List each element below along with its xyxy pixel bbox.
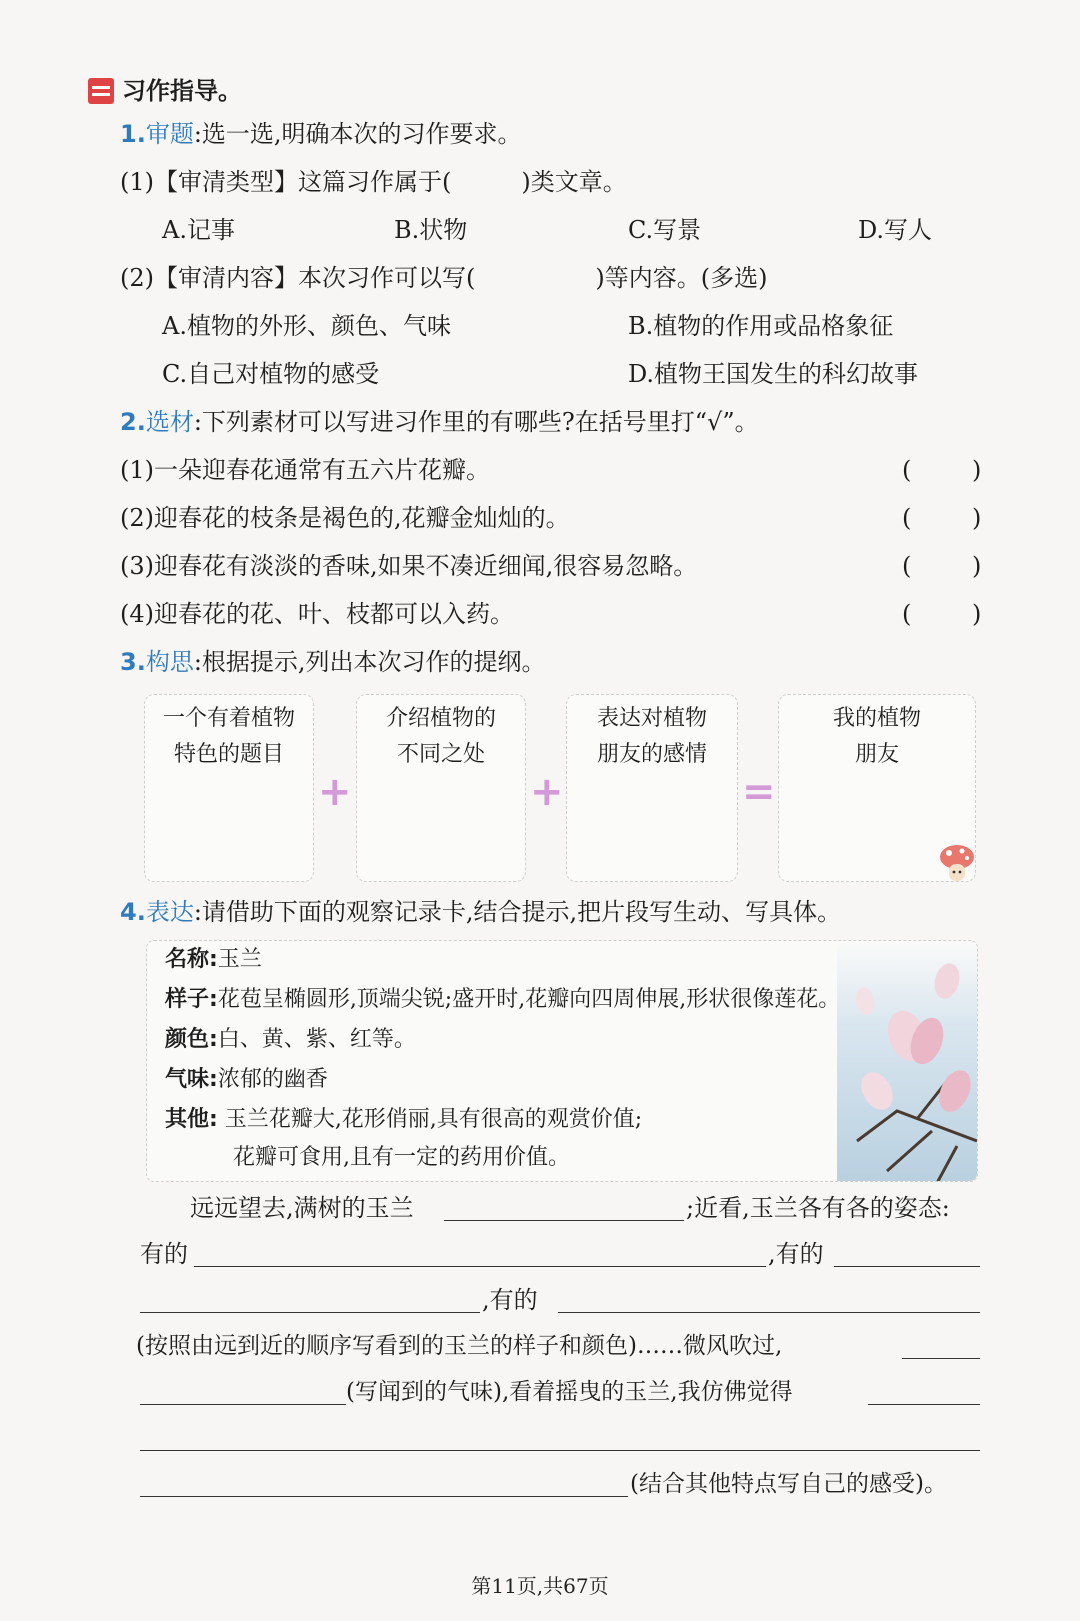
card-color-row xyxy=(165,1025,416,1055)
q2-item-2-paren-close[interactable]: ) xyxy=(972,504,982,532)
writing-blank-7[interactable] xyxy=(140,1404,346,1405)
writing-blank-5[interactable] xyxy=(558,1312,980,1313)
plus-operator: + xyxy=(530,769,564,815)
writing-line4-text: (按照由远到近的顺序写看到的玉兰的样子和颜色)……微风吹过, xyxy=(136,1333,783,1359)
writing-line7-text: (结合其他特点写自己的感受)。 xyxy=(630,1471,947,1497)
card-look-value: 花苞呈椭圆形,顶端尖锐;盛开时,花瓣向四周伸展,形状很像莲花。 xyxy=(217,987,841,1012)
outline-box-differences-line1: 介绍植物的 xyxy=(385,706,496,731)
outline-box-title-line2: 特色的题目 xyxy=(173,742,284,767)
card-smell-label: 气味: xyxy=(165,1067,218,1092)
q1-part2-option-d[interactable]: D.植物王国发生的科幻故事 xyxy=(628,360,919,388)
writing-line2-mid: ,有的 xyxy=(768,1240,824,1268)
outline-box-result-line1: 我的植物 xyxy=(832,706,921,731)
q2-item-4-paren-close[interactable]: ) xyxy=(972,600,982,628)
writing-line5-text: (写闻到的气味),看着摇曳的玉兰,我仿佛觉得 xyxy=(346,1379,793,1405)
outline-box-feelings-line2: 朋友的感情 xyxy=(596,742,707,767)
writing-line3-mid: ,有的 xyxy=(482,1286,538,1314)
q2-heading xyxy=(120,406,759,438)
q1-tag: 审题 xyxy=(145,120,194,148)
outline-box-title[interactable] xyxy=(144,694,314,882)
q1-part2-option-c[interactable]: C.自己对植物的感受 xyxy=(162,360,380,388)
q1-part2-option-a[interactable]: A.植物的外形、颜色、气味 xyxy=(162,312,451,340)
outline-box-differences[interactable] xyxy=(356,694,526,882)
q1-part1-text: 这篇习作属于( xyxy=(298,168,452,196)
equals-operator: = xyxy=(742,769,776,815)
writing-blank-4[interactable] xyxy=(140,1312,480,1313)
writing-line1-start: 远远望去,满树的玉兰 xyxy=(190,1194,414,1222)
q2-item-3: (3)迎春花有淡淡的香味,如果不凑近细闻,很容易忽略。 xyxy=(120,552,698,580)
q2-item-2: (2)迎春花的枝条是褐色的,花瓣金灿灿的。 xyxy=(120,504,570,532)
q1-part2-prefix: (2) xyxy=(120,264,154,292)
q4-prompt: :请借助下面的观察记录卡,结合提示,把片段写生动、写具体。 xyxy=(193,898,842,926)
writing-blank-3[interactable] xyxy=(834,1266,980,1267)
q4-heading xyxy=(120,896,841,928)
outline-box-feelings[interactable] xyxy=(566,694,738,882)
q3-heading xyxy=(120,646,546,678)
card-look-row xyxy=(165,985,840,1015)
card-other-label: 其他: xyxy=(165,1107,218,1132)
card-color-label: 颜色: xyxy=(165,1027,218,1052)
q1-part2-text: 本次习作可以写( xyxy=(298,264,476,292)
outline-box-differences-line2: 不同之处 xyxy=(396,742,485,767)
q1-part2 xyxy=(120,262,767,294)
card-other-row-2: 花瓣可食用,且有一定的药用价值。 xyxy=(233,1145,570,1170)
card-look-label: 样子: xyxy=(165,987,218,1012)
writing-blank-9[interactable] xyxy=(140,1450,980,1451)
q2-item-2-paren-open[interactable]: ( xyxy=(902,504,912,532)
q3-prompt: :根据提示,列出本次习作的提纲。 xyxy=(193,648,546,676)
q1-part2-tag: 【审清内容】 xyxy=(154,264,298,292)
outline-box-feelings-line1: 表达对植物 xyxy=(596,706,707,731)
q1-number: 1. xyxy=(120,120,146,148)
card-other-value-1: 玉兰花瓣大,花形俏丽,具有很高的观赏价值; xyxy=(224,1107,643,1132)
card-smell-row xyxy=(165,1065,328,1095)
q1-option-b[interactable]: B.状物 xyxy=(394,216,468,244)
section-badge-icon xyxy=(88,78,114,104)
q1-prompt: :选一选,明确本次的习作要求。 xyxy=(193,120,522,148)
observation-card xyxy=(146,940,978,1182)
card-color-value: 白、黄、紫、红等。 xyxy=(217,1027,416,1052)
q1-part2-text-end: )等内容。(多选) xyxy=(595,264,768,292)
q4-tag: 表达 xyxy=(145,898,194,926)
page-number: 第11页,共67页 xyxy=(471,1574,609,1598)
q2-item-4-paren-open[interactable]: ( xyxy=(902,600,912,628)
q1-part1-tag: 【审清类型】 xyxy=(154,168,298,196)
card-name-value: 玉兰 xyxy=(217,947,262,972)
magnolia-photo xyxy=(837,941,977,1182)
q2-item-3-paren-close[interactable]: ) xyxy=(972,552,982,580)
outline-box-result-line2: 朋友 xyxy=(854,742,899,767)
plus-operator: + xyxy=(318,769,352,815)
q2-item-3-paren-open[interactable]: ( xyxy=(902,552,912,580)
writing-blank-10[interactable] xyxy=(140,1496,628,1497)
q1-part2-option-b[interactable]: B.植物的作用或品格象征 xyxy=(628,312,894,340)
q3-number: 3. xyxy=(120,648,146,676)
mushroom-icon xyxy=(938,843,976,885)
writing-blank-1[interactable] xyxy=(444,1220,684,1221)
q4-number: 4. xyxy=(120,898,146,926)
card-name-label: 名称: xyxy=(165,947,218,972)
q2-item-1-paren-open[interactable]: ( xyxy=(902,456,912,484)
q2-item-1-paren-close[interactable]: ) xyxy=(972,456,982,484)
q2-tag: 选材 xyxy=(145,408,194,436)
writing-blank-8[interactable] xyxy=(868,1404,980,1405)
card-name-row xyxy=(165,945,262,975)
q2-number: 2. xyxy=(120,408,146,436)
q1-part1 xyxy=(120,166,627,198)
q2-prompt: :下列素材可以写进习作里的有哪些?在括号里打“√”。 xyxy=(193,408,759,436)
q1-part1-text-end: )类文章。 xyxy=(521,168,627,196)
writing-line2-start: 有的 xyxy=(140,1240,188,1268)
q1-option-a[interactable]: A.记事 xyxy=(162,216,235,244)
writing-blank-6[interactable] xyxy=(902,1358,980,1359)
q3-tag: 构思 xyxy=(145,648,194,676)
q1-heading xyxy=(120,118,522,150)
card-smell-value: 浓郁的幽香 xyxy=(217,1067,328,1092)
outline-box-title-line1: 一个有着植物 xyxy=(162,706,295,731)
writing-line1-end: ;近看,玉兰各有各的姿态: xyxy=(686,1194,950,1222)
card-other-row xyxy=(165,1105,642,1135)
q1-option-d[interactable]: D.写人 xyxy=(858,216,933,244)
q2-item-1: (1)一朵迎春花通常有五六片花瓣。 xyxy=(120,456,490,484)
writing-blank-2[interactable] xyxy=(194,1266,766,1267)
q1-part1-prefix: (1) xyxy=(120,168,154,196)
q1-option-c[interactable]: C.写景 xyxy=(628,216,702,244)
section-title: 习作指导。 xyxy=(122,77,242,105)
q2-item-4: (4)迎春花的花、叶、枝都可以入药。 xyxy=(120,600,514,628)
